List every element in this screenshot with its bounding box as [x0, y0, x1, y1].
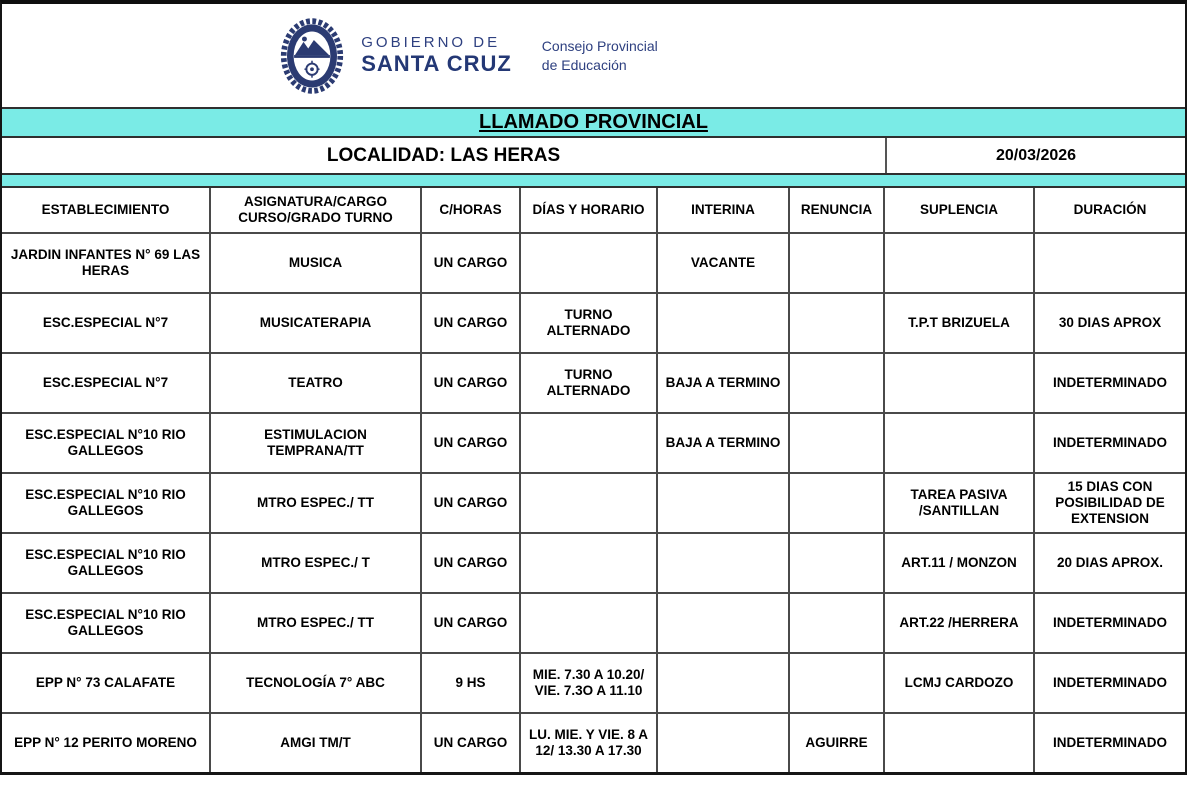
- table-cell: [789, 473, 884, 533]
- table-cell: TEATRO: [210, 353, 421, 413]
- table-cell: AGUIRRE: [789, 713, 884, 773]
- table-cell: INDETERMINADO: [1034, 413, 1185, 473]
- santa-cruz-crest-icon: [279, 15, 345, 97]
- table-cell: ESC.ESPECIAL N°7: [2, 293, 210, 353]
- table-header-row: [2, 188, 1185, 233]
- table-cell: MTRO ESPEC./ TT: [210, 473, 421, 533]
- table-cell: MUSICA: [210, 233, 421, 293]
- table-cell: UN CARGO: [421, 533, 520, 593]
- table-cell: [1034, 233, 1185, 293]
- table-cell: ESC.ESPECIAL N°7: [2, 353, 210, 413]
- table-cell: ESC.ESPECIAL N°10 RIO GALLEGOS: [2, 413, 210, 473]
- table-cell: MUSICATERAPIA: [210, 293, 421, 353]
- government-wordmark: [361, 34, 512, 77]
- table-cell: BAJA A TERMINO: [657, 413, 789, 473]
- table-cell: UN CARGO: [421, 413, 520, 473]
- table-row: [2, 233, 1185, 293]
- table-row: [2, 593, 1185, 653]
- table-cell: [789, 293, 884, 353]
- column-header: DÍAS Y HORARIO: [520, 188, 657, 233]
- table-cell: 30 DIAS APROX: [1034, 293, 1185, 353]
- table-row: [2, 413, 1185, 473]
- table-cell: [789, 353, 884, 413]
- table-cell: ESC.ESPECIAL N°10 RIO GALLEGOS: [2, 473, 210, 533]
- table-body: [2, 233, 1185, 773]
- letterhead: [2, 4, 1185, 107]
- table-cell: UN CARGO: [421, 293, 520, 353]
- table-cell: LCMJ CARDOZO: [884, 653, 1034, 713]
- localidad-label: LOCALIDAD: LAS HERAS: [326, 144, 561, 166]
- table-cell: BAJA A TERMINO: [657, 353, 789, 413]
- table-cell: [789, 593, 884, 653]
- table-cell: UN CARGO: [421, 473, 520, 533]
- page-title: LLAMADO PROVINCIAL: [479, 111, 708, 133]
- table-cell: [657, 653, 789, 713]
- table-cell: [657, 473, 789, 533]
- table-row: [2, 473, 1185, 533]
- table-cell: [520, 233, 657, 293]
- vacancies-table: [2, 188, 1185, 775]
- table-cell: [520, 533, 657, 593]
- brand-group: [279, 15, 658, 97]
- column-header: SUPLENCIA: [884, 188, 1034, 233]
- column-header: C/HORAS: [421, 188, 520, 233]
- table-row: [2, 653, 1185, 713]
- consejo-line2: de Educación: [541, 56, 627, 73]
- table-cell: [884, 233, 1034, 293]
- table-cell: UN CARGO: [421, 593, 520, 653]
- table-cell: INDETERMINADO: [1034, 713, 1185, 773]
- table-cell: ART.22 /HERRERA: [884, 593, 1034, 653]
- table-cell: [789, 533, 884, 593]
- table-cell: VACANTE: [657, 233, 789, 293]
- table-cell: INDETERMINADO: [1034, 353, 1185, 413]
- table-cell: MTRO ESPEC./ T: [210, 533, 421, 593]
- table-cell: MIE. 7.30 A 10.20/ VIE. 7.3O A 11.10: [520, 653, 657, 713]
- cyan-spacer-strip: [2, 175, 1185, 188]
- date-label: 20/03/2026: [885, 138, 1185, 173]
- table-cell: AMGI TM/T: [210, 713, 421, 773]
- column-header: INTERINA: [657, 188, 789, 233]
- table-cell: UN CARGO: [421, 713, 520, 773]
- table-row: [2, 533, 1185, 593]
- gobierno-de-label: GOBIERNO DE: [361, 34, 501, 51]
- table-cell: [657, 593, 789, 653]
- table-cell: 20 DIAS APROX.: [1034, 533, 1185, 593]
- table-cell: [520, 473, 657, 533]
- column-header: DURACIÓN: [1034, 188, 1185, 233]
- table-cell: 15 DIAS CON POSIBILIDAD DE EXTENSION: [1034, 473, 1185, 533]
- table-cell: [657, 293, 789, 353]
- table-row: [2, 293, 1185, 353]
- subheader-row: [2, 138, 1185, 175]
- table-cell: T.P.T BRIZUELA: [884, 293, 1034, 353]
- table-cell: [789, 413, 884, 473]
- table-row: [2, 713, 1185, 773]
- table-cell: INDETERMINADO: [1034, 653, 1185, 713]
- table-cell: [520, 413, 657, 473]
- table-cell: 9 HS: [421, 653, 520, 713]
- table-cell: [657, 713, 789, 773]
- table-cell: UN CARGO: [421, 233, 520, 293]
- table-cell: INDETERMINADO: [1034, 593, 1185, 653]
- consejo-line1: Consejo Provincial: [541, 38, 658, 55]
- table-cell: [884, 353, 1034, 413]
- table-cell: [657, 533, 789, 593]
- table-cell: TURNO ALTERNADO: [520, 293, 657, 353]
- table-cell: [884, 413, 1034, 473]
- column-header: RENUNCIA: [789, 188, 884, 233]
- table-cell: JARDIN INFANTES N° 69 LAS HERAS: [2, 233, 210, 293]
- table-cell: MTRO ESPEC./ TT: [210, 593, 421, 653]
- table-cell: [520, 593, 657, 653]
- table-cell: ART.11 / MONZON: [884, 533, 1034, 593]
- table-cell: UN CARGO: [421, 353, 520, 413]
- column-header: ASIGNATURA/CARGO CURSO/GRADO TURNO: [210, 188, 421, 233]
- column-header: ESTABLECIMIENTO: [2, 188, 210, 233]
- table-cell: ESC.ESPECIAL N°10 RIO GALLEGOS: [2, 533, 210, 593]
- table-cell: EPP N° 12 PERITO MORENO: [2, 713, 210, 773]
- table-cell: ESTIMULACION TEMPRANA/TT: [210, 413, 421, 473]
- table-cell: ESC.ESPECIAL N°10 RIO GALLEGOS: [2, 593, 210, 653]
- consejo-wordmark: [542, 37, 658, 73]
- santa-cruz-label: SANTA CRUZ: [361, 51, 512, 76]
- table-cell: TECNOLOGÍA 7° ABC: [210, 653, 421, 713]
- table-cell: [884, 713, 1034, 773]
- title-band: [2, 107, 1185, 138]
- table-cell: EPP N° 73 CALAFATE: [2, 653, 210, 713]
- table-row: [2, 353, 1185, 413]
- table-cell: [789, 233, 884, 293]
- table-cell: [789, 653, 884, 713]
- table-cell: TURNO ALTERNADO: [520, 353, 657, 413]
- table-cell: TAREA PASIVA /SANTILLAN: [884, 473, 1034, 533]
- table-cell: LU. MIE. Y VIE. 8 A 12/ 13.30 A 17.30: [520, 713, 657, 773]
